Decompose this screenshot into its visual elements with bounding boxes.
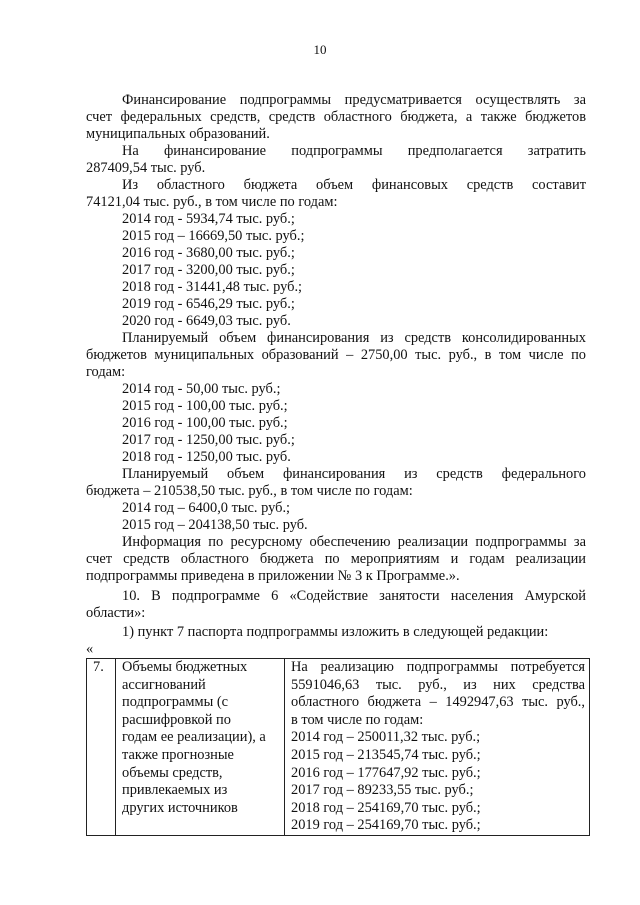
value-line: в том числе по годам: [291, 711, 424, 728]
text-line: области»: [86, 605, 146, 621]
year-line: 2016 год - 3680,00 тыс. руб.; [122, 245, 295, 261]
passport-table [86, 658, 590, 836]
table-row [87, 659, 590, 836]
value-cell [285, 659, 590, 836]
row-number-cell [87, 659, 116, 836]
year-line: 2015 год - 100,00 тыс. руб.; [122, 398, 288, 414]
year-line: 2015 год – 204138,50 тыс. руб. [122, 517, 308, 533]
text-line: счет средств областного бюджета по мероприятиям и годам реализации [86, 551, 586, 567]
text-line: 1) пункт 7 паспорта подпрограммы изложить в следующей редакции: [122, 624, 549, 640]
value-line: 2017 год – 89233,55 тыс. руб.; [291, 782, 474, 799]
value-line: На реализацию подпрограммы потребуется [291, 659, 585, 675]
text-line: 74121,04 тыс. руб., в том числе по годам: [86, 194, 338, 210]
text-line: счет федеральных средств, средств областного бюджета, а также бюджетов [86, 109, 586, 125]
label-line: подпрограммы (с [122, 694, 229, 711]
row-number: 7. [93, 659, 104, 675]
text-line: Планируемый объем финансирования из средств консолидированных [122, 330, 586, 346]
year-line: 2014 год - 50,00 тыс. руб.; [122, 381, 281, 397]
text-line: 10. В подпрограмме 6 «Содействие занятости населения Амурской [122, 588, 586, 604]
label-line: Объемы бюджетных [122, 659, 248, 675]
text-line: муниципальных образований. [86, 126, 270, 142]
value-line: 2014 год – 250011,32 тыс. руб.; [291, 729, 481, 746]
value-line: областного бюджета – 1492947,63 тыс. руб., [291, 694, 585, 711]
year-line: 2019 год - 6546,29 тыс. руб.; [122, 296, 295, 312]
text-line: Финансирование подпрограммы предусматривается осуществлять за [122, 92, 586, 108]
label-cell [116, 659, 285, 836]
text-line: Информация по ресурсному обеспечению реализации подпрограммы за [122, 534, 586, 550]
value-line: 2015 год – 213545,74 тыс. руб.; [291, 746, 481, 763]
text-line: годам: [86, 364, 126, 380]
open-quote: « [86, 641, 94, 657]
year-line: 2015 год – 16669,50 тыс. руб.; [122, 228, 305, 244]
label-line: годам ее реализации), а [122, 729, 266, 746]
text-line: бюджета – 210538,50 тыс. руб., в том числе по годам: [86, 483, 413, 499]
year-line: 2020 год - 6649,03 тыс. руб. [122, 313, 291, 329]
year-line: 2014 год – 6400,0 тыс. руб.; [122, 500, 291, 516]
year-line: 2017 год - 3200,00 тыс. руб.; [122, 262, 295, 278]
year-line: 2018 год - 31441,48 тыс. руб.; [122, 279, 303, 295]
label-line: ассигнований [122, 676, 206, 693]
text-line: 287409,54 тыс. руб. [86, 160, 206, 176]
text-line: Из областного бюджета объем финансовых средств составит [122, 177, 586, 193]
value-line: 2016 год – 177647,92 тыс. руб.; [291, 764, 481, 781]
label-line: привлекаемых из [122, 782, 228, 799]
year-line: 2016 год - 100,00 тыс. руб.; [122, 415, 288, 431]
text-line: подпрограммы приведена в приложении № 3 к Программе.». [86, 568, 460, 584]
label-line: объемы средств, [122, 764, 223, 781]
year-line: 2017 год - 1250,00 тыс. руб.; [122, 432, 295, 448]
label-line: расшифровкой по [122, 711, 231, 728]
page-number: 10 [313, 42, 327, 57]
value-line: 2019 год – 254169,70 тыс. руб.; [291, 817, 481, 834]
label-line: других источников [122, 799, 238, 816]
year-line: 2018 год - 1250,00 тыс. руб. [122, 449, 291, 465]
value-line: 2018 год – 254169,70 тыс. руб.; [291, 799, 481, 816]
value-line: 5591046,63 тыс. руб., из них средства [291, 676, 585, 693]
year-line: 2014 год - 5934,74 тыс. руб.; [122, 211, 295, 227]
text-line: На финансирование подпрограммы предполагается затратить [122, 143, 586, 159]
text-line: Планируемый объем финансирования из средств федерального [122, 466, 586, 482]
label-line: также прогнозные [122, 746, 234, 763]
text-line: бюджетов муниципальных образований – 2750,00 тыс. руб., в том числе по [86, 347, 586, 363]
